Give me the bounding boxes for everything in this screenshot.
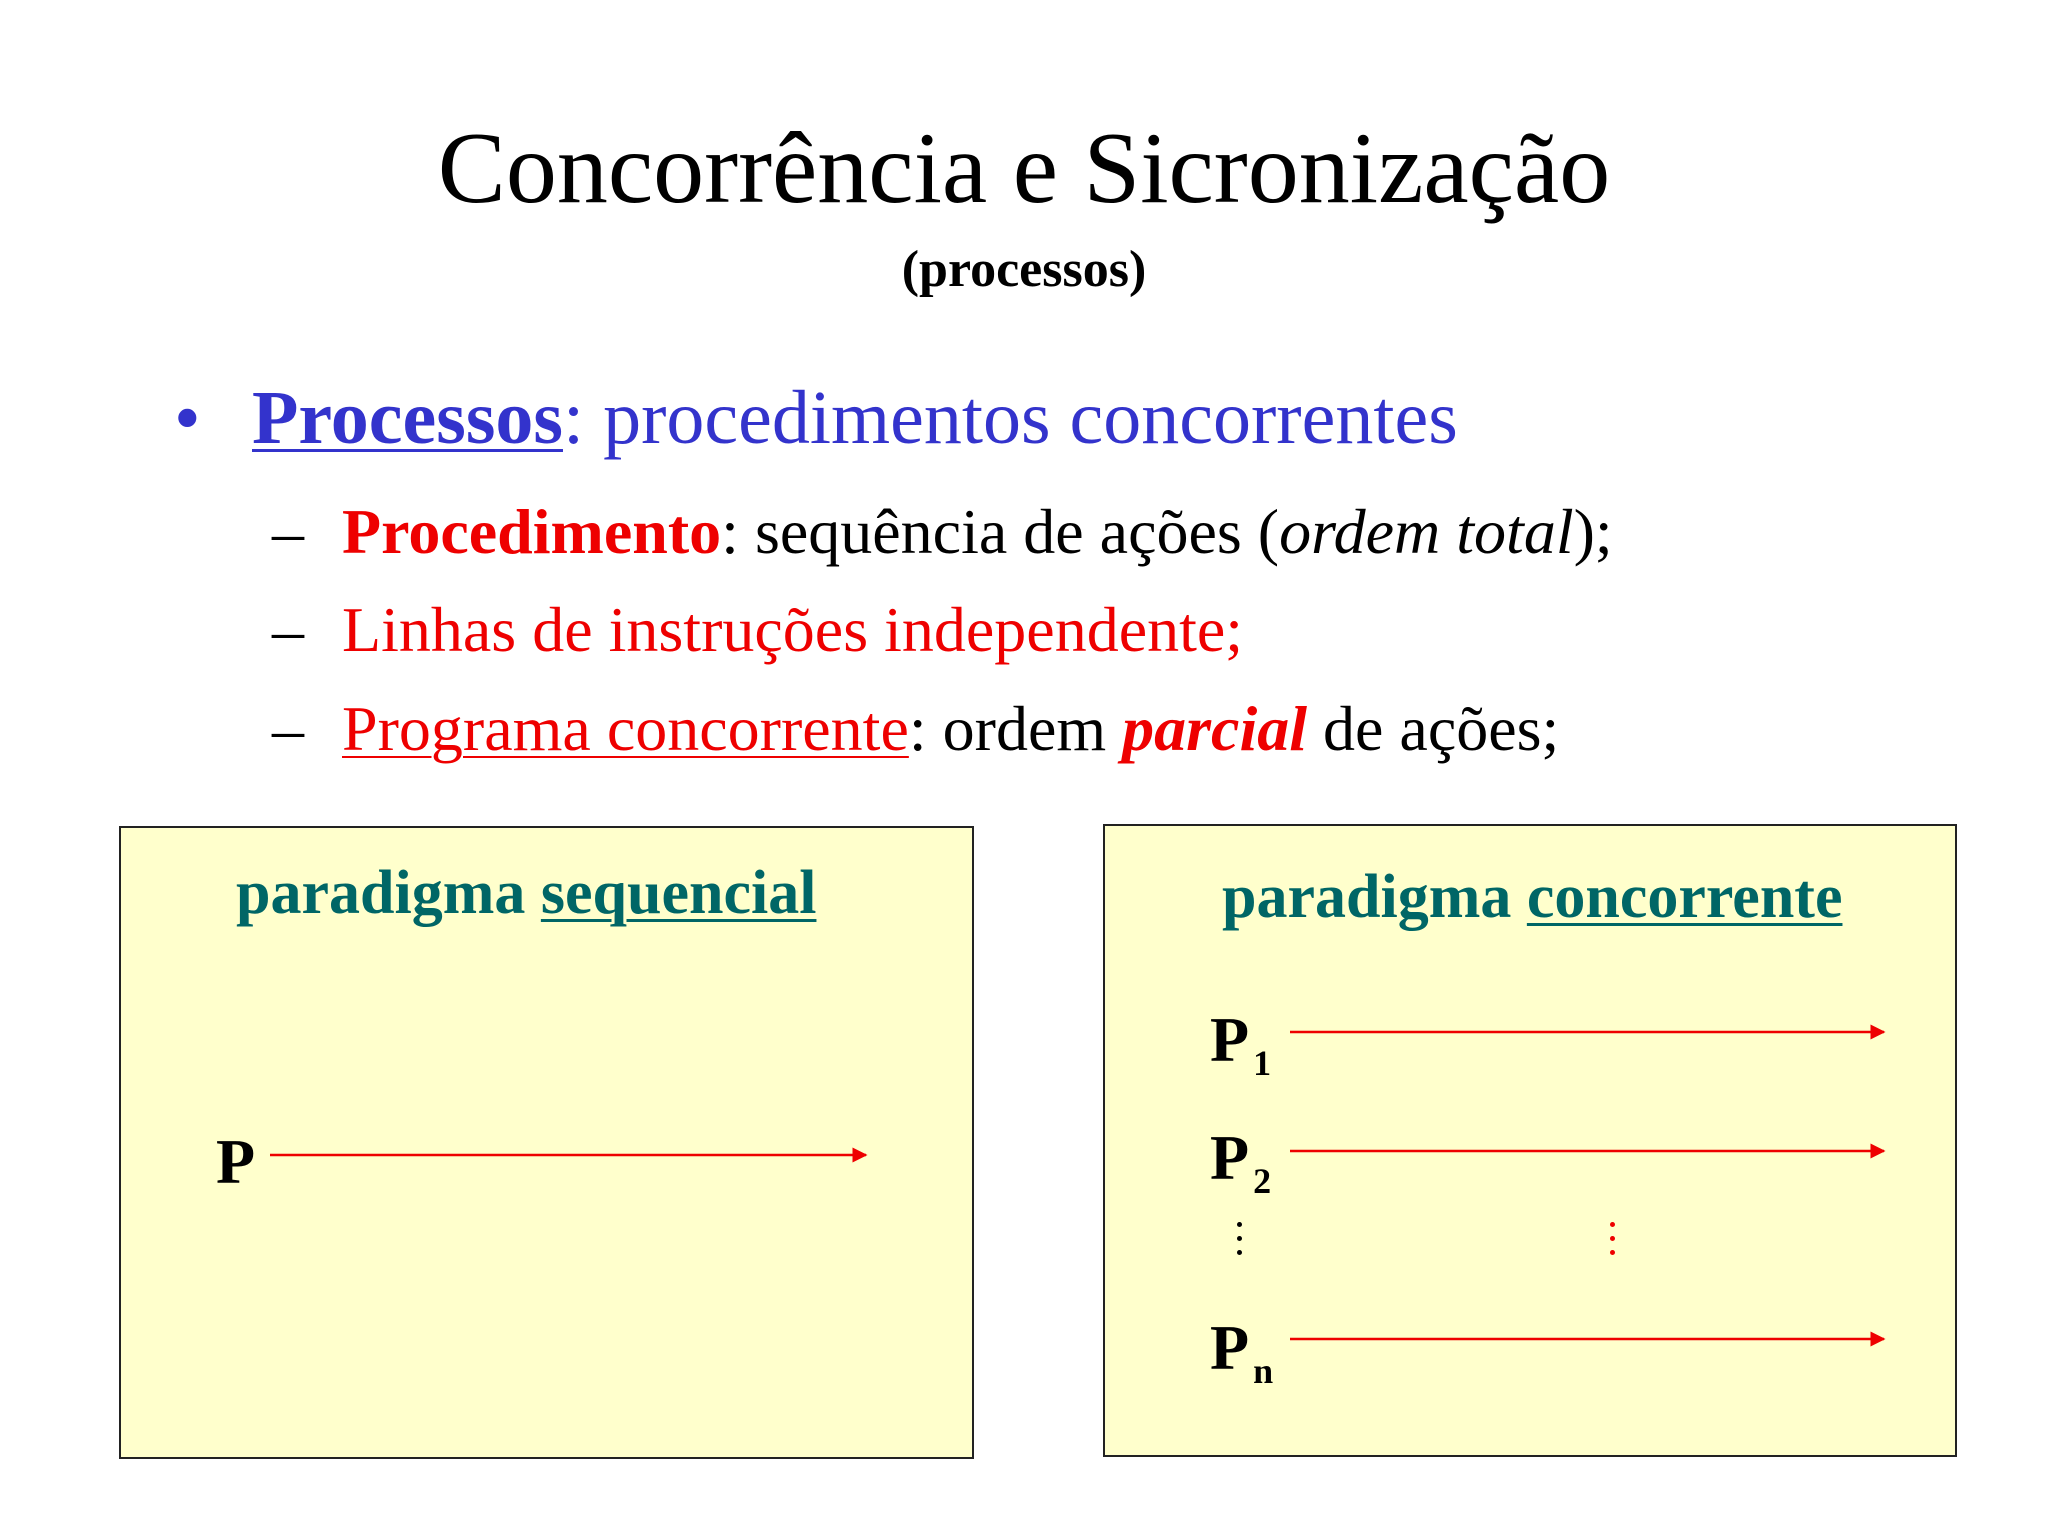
process-subscript: 2 [1253, 1161, 1272, 1201]
sub-item-text-end: de ações; [1307, 693, 1560, 764]
slide-subtitle: (processos) [901, 241, 1147, 298]
box-title-prefix: paradigma [1222, 863, 1527, 931]
sub-item-dash: – [272, 496, 304, 567]
slide-title: Concorrência e Sicronização [437, 112, 1611, 225]
sub-item-italic: ordem total [1279, 496, 1574, 567]
sub-item-emphasis: parcial [1122, 693, 1307, 764]
sub-item-text: : ordem [908, 693, 1123, 764]
sub-item-text: : sequência de ações ( [721, 496, 1280, 567]
box-title-prefix: paradigma [236, 859, 541, 927]
bullet-marker: • [174, 376, 201, 460]
box-title-term: sequencial [540, 859, 817, 927]
sub-item-dash: – [272, 693, 304, 764]
bullet-text: : procedimentos concorrentes [562, 376, 1458, 460]
process-base: P [1210, 1312, 1250, 1383]
bullet-term: Processos [252, 376, 563, 460]
process-base: P [1210, 1122, 1250, 1193]
process-base: P [1210, 1004, 1250, 1075]
sub-item-term: Procedimento [342, 496, 722, 567]
sub-item-term: Programa concorrente [342, 693, 909, 764]
process-label-p: P [216, 1126, 256, 1197]
sub-item-text: Linhas de instruções independente; [342, 594, 1244, 665]
sub-item-text-end: ); [1573, 496, 1613, 567]
sub-item-dash: – [272, 594, 304, 665]
box-title-term: concorrente [1526, 863, 1843, 931]
process-subscript: 1 [1253, 1043, 1272, 1083]
process-subscript: n [1253, 1351, 1274, 1391]
